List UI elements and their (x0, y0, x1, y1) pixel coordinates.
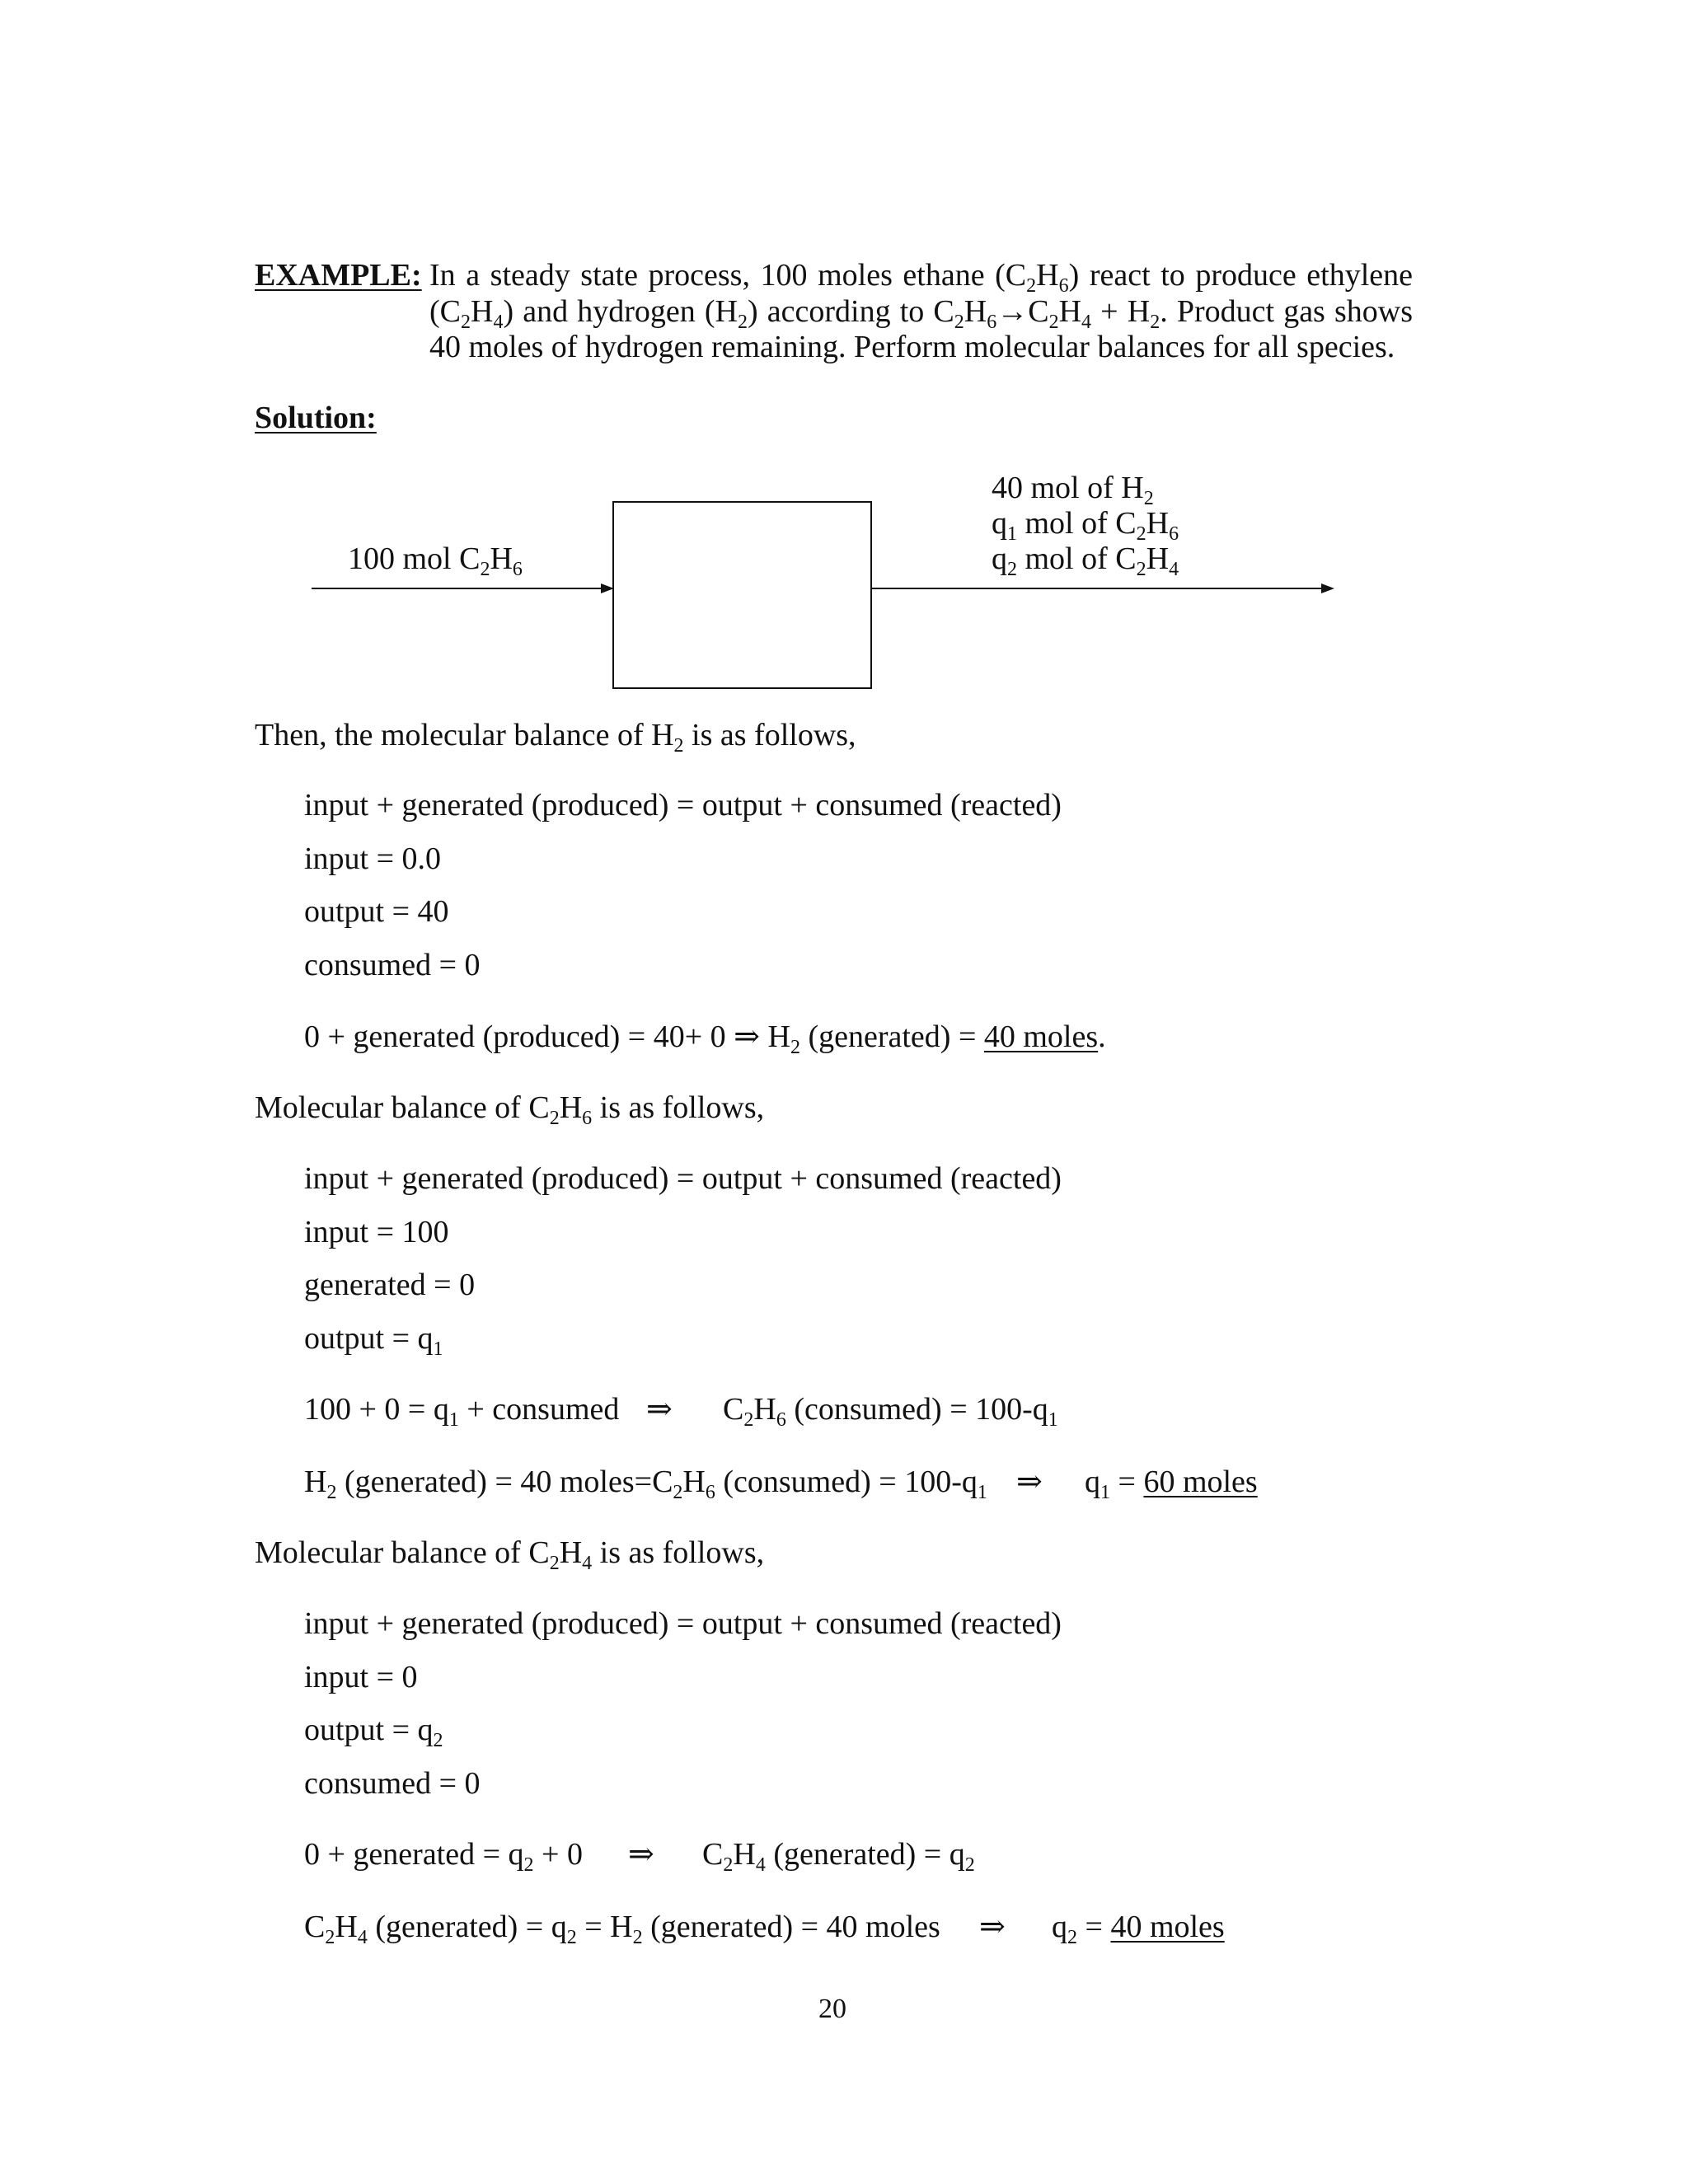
solution-heading: Solution: (255, 401, 377, 435)
c2h6-output: output = $q_1$ (304, 1321, 443, 1360)
h2-intro: Then, the molecular balance of $H_2$ is as follows, (255, 718, 856, 757)
c2h4-consumed: consumed = 0 (304, 1766, 481, 1801)
example-label: EXAMPLE: (255, 258, 422, 293)
q1-result: $q_1 = 60$ moles (1085, 1465, 1258, 1503)
h2-input: input = 0.0 (304, 841, 442, 876)
c2h6-generated: generated = 0 (304, 1268, 476, 1302)
c2h6-balance-equation: input + generated (produced) = output + consumed (reacted) (304, 1161, 1062, 1196)
h2-consumed: consumed = 0 (304, 948, 481, 982)
c2h6-intro: Molecular balance of $C_2H_6$ is as follows, (255, 1090, 765, 1129)
c2h4-step2-left: $C_2H_4$ (generated) = $q_2 = H_2$ (generated) = 40 moles (304, 1910, 940, 1948)
h2-result: 0 + generated (produced) = 40+ 0 ⇒ $H_2$ (generated) = 40 moles. (304, 1019, 1106, 1058)
c2h4-step1-right: $C_2H_4$ (generated) = $q_2$ (702, 1837, 975, 1876)
q2-result: $q_2 = 40$ moles (1052, 1910, 1225, 1948)
c2h6-step1-left: $100 + 0 = q_1$ + consumed (304, 1392, 620, 1431)
c2h6-step1-right: $C_2H_6$ (consumed) = $100-q_1$ (723, 1392, 1058, 1431)
diagram-output-c2h4: $q_2$ mol of $C_2H_4$ (992, 541, 1179, 580)
c2h4-input: input = 0 (304, 1660, 418, 1694)
implies-arrow: ⇒ (646, 1392, 673, 1427)
c2h4-intro: Molecular balance of $C_2H_4$ is as follows, (255, 1535, 765, 1574)
c2h4-step1-left: 0 + generated = $q_2 + 0$ (304, 1837, 583, 1876)
diagram-output-c2h6: $q_1$ mol of $C_2H_6$ (992, 506, 1179, 545)
diagram-input-label: 100 mol $C_2H_6$ (348, 541, 523, 580)
h2-balance-equation: input + generated (produced) = output + consumed (reacted) (304, 788, 1062, 823)
page-number: 20 (818, 1994, 846, 2024)
c2h6-input: input = 100 (304, 1215, 449, 1249)
c2h4-balance-equation: input + generated (produced) = output + consumed (reacted) (304, 1606, 1062, 1641)
input-stream-arrow (312, 588, 602, 589)
process-unit-box (612, 501, 872, 689)
implies-arrow: ⇒ (1016, 1465, 1043, 1499)
c2h4-output: output = $q_2$ (304, 1713, 443, 1751)
example-line-2: $(C_2H_4)$ and hydrogen $(H_2)$ according to $C_2H_6\to C_2H_4 + H_2$. Product gas shows (429, 294, 1413, 333)
output-stream-arrow (872, 588, 1322, 589)
implies-arrow: ⇒ (979, 1910, 1006, 1944)
implies-arrow: ⇒ (628, 1837, 654, 1872)
example-line-1: In a steady state process, 100 moles ethane $(C_2H_6)$ react to produce ethylene (429, 258, 1413, 297)
h2-output: output = 40 (304, 894, 449, 929)
c2h6-step2-left: $H_2$ (generated) = 40 $moles=C_2H_6$ (consumed) = $100-q_1$ (304, 1465, 987, 1503)
diagram-output-h2: 40 mol of $H_2$ (992, 471, 1154, 509)
output-arrow-head (1321, 583, 1334, 593)
example-line-3: 40 moles of hydrogen remaining. Perform molecular balances for all species. (429, 330, 1395, 364)
